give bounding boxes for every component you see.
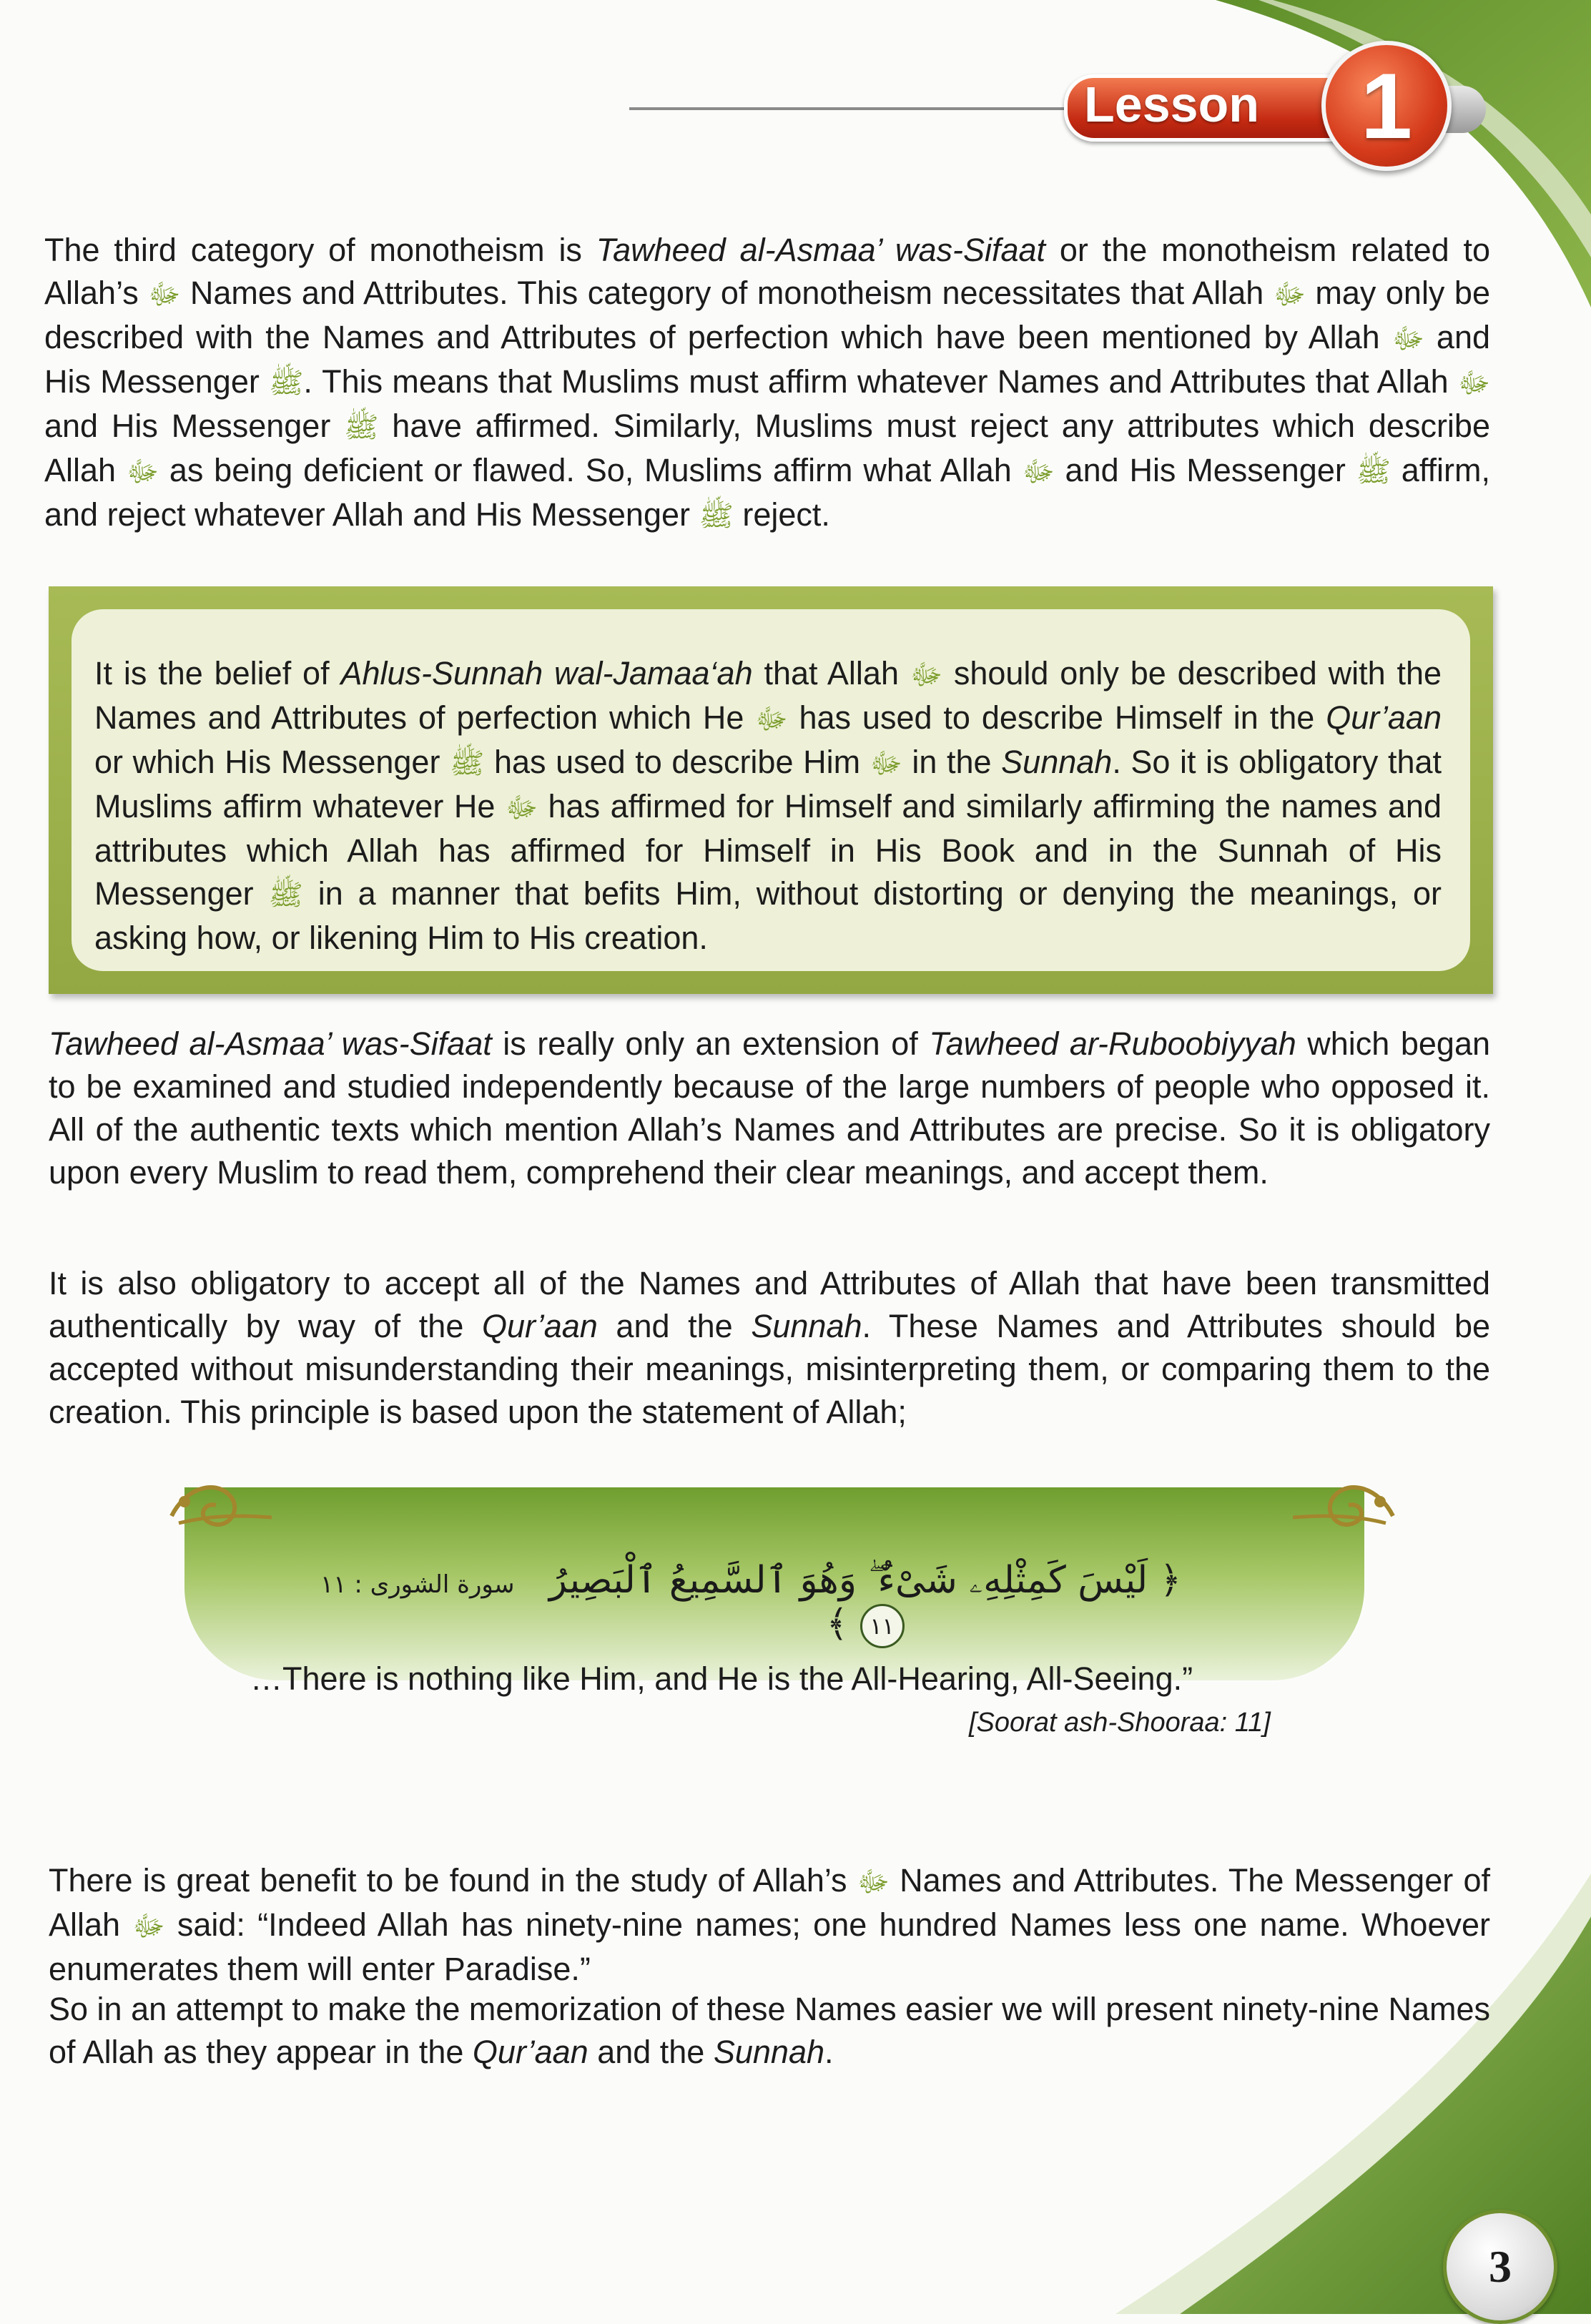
ayah-number-mark: ١١ (860, 1604, 905, 1648)
prophet-honorific-icon: ﷺ (1356, 456, 1391, 488)
allah-honorific-icon: ﷻ (1457, 368, 1490, 399)
belief-callout-text: It is the belief of Ahlus-Sunnah wal-Jamaa‘ah that Allah ﷻ should only be described with the Names and Attributes of perfection which He ﷻ has used to describe Himself in the Qur’aan or which His Messenger ﷺ has used to describe Him ﷻ in the Sunnah. So it is obligatory that Muslims affirm whatever He ﷻ has affirmed for Himself and similarly affirming the names and attributes which Allah has affirmed for Himself in His Book and in the Sunnah of His Messenger ﷺ in a manner that befits Him, without distorting or denying the meanings, or asking how, or likening Him to His creation. (94, 655, 1442, 956)
prophet-honorific-icon: ﷺ (268, 880, 303, 911)
allah-honorific-icon: ﷻ (132, 1911, 165, 1942)
verse-close-bracket: ﴾ (826, 1602, 848, 1645)
allah-honorific-icon: ﷻ (1273, 279, 1306, 310)
extension-paragraph: Tawheed al-Asmaa’ was-Sifaat is really only an extension of Tawheed ar-Ruboobiyyah which began to be examined and studied independently because of the large numbers of people who opposed it. All of the authentic texts which mention Allah’s Names and Attributes are precise. So it is obligatory upon every Muslim to read them, comprehend their clear meanings, and accept them. (49, 1025, 1490, 1191)
arabic-verse (543, 1559, 1187, 1648)
allah-honorific-icon: ﷻ (755, 704, 788, 735)
right-ornament-icon (1293, 1473, 1400, 1552)
left-ornament-icon (164, 1473, 272, 1552)
intro-paragraph: The third category of monotheism is Tawheed al-Asmaa’ was-Sifaat or the monotheism related to Allah’s ﷻ Names and Attributes. This category of monotheism necessitates that Allah ﷻ may only be described with the Names and Attributes of perfection which have been mentioned by Allah ﷻ and His Messenger ﷺ. This means that Muslims must affirm whatever Names and Attributes that Allah ﷻ and His Messenger ﷺ have affirmed. Similarly, Muslims must reject any attributes which describe Allah ﷻ as being deficient or flawed. So, Muslims affirm what Allah ﷻ and His Messenger ﷺ affirm, and reject whatever Allah and His Messenger ﷺ reject. (44, 232, 1491, 533)
allah-honorific-icon: ﷻ (1022, 456, 1055, 488)
header-rule (629, 107, 1073, 110)
allah-honorific-icon: ﷻ (505, 792, 538, 824)
prophet-honorific-icon: ﷺ (269, 368, 304, 399)
allah-honorific-icon: ﷻ (148, 279, 181, 310)
arabic-surah-reference: سورة الشورى : ١١ (320, 1570, 515, 1599)
verse-arabic-text: لَيْسَ كَمِثْلِهِۦ شَىْءٌ ۖ وَهُوَ ٱلسَّمِيعُ ٱلْبَصِيرُ (548, 1559, 1148, 1602)
verse-open-bracket: ﴿ (1159, 1559, 1182, 1602)
lesson-label: Lesson (1084, 77, 1260, 132)
prophet-honorific-icon: ﷺ (344, 412, 379, 443)
lesson-badge (1064, 37, 1486, 173)
prophet-honorific-icon: ﷺ (450, 748, 485, 779)
verse-source: [Soorat ash-Shooraa: 11] (969, 1708, 1271, 1738)
lesson-number: 1 (1360, 54, 1413, 158)
allah-honorific-icon: ﷻ (857, 1866, 890, 1898)
allah-honorific-icon: ﷻ (126, 456, 159, 488)
prophet-honorific-icon: ﷺ (699, 501, 734, 532)
verse-translation: …There is nothing like Him, and He is the All-Hearing, All-Seeing.” (250, 1660, 1193, 1697)
page-number: 3 (1443, 2210, 1557, 2324)
memorization-paragraph: So in an attempt to make the memorization of these Names easier we will present ninety-nine Names of Allah as they appear in the Qur’aan and the Sunnah. (49, 1991, 1490, 2070)
allah-honorific-icon: ﷻ (1391, 323, 1424, 355)
obligation-paragraph: It is also obligatory to accept all of the Names and Attributes of Allah that have been transmitted authentically by way of the Qur’aan and the Sunnah. These Names and Attributes should be accepted without misunderstanding their meanings, misinterpreting them, or comparing them to the creation. This principle is based upon the statement of Allah; (49, 1265, 1491, 1430)
benefit-paragraph: There is great benefit to be found in the study of Allah’s ﷻ Names and Attributes. The Messenger of Allah ﷻ said: “Indeed Allah has ninety-nine names; one hundred Names less one name. Whoever enumerates them will enter Paradise.” (49, 1862, 1490, 1987)
allah-honorific-icon: ﷻ (870, 748, 902, 779)
allah-honorific-icon: ﷻ (910, 659, 942, 691)
